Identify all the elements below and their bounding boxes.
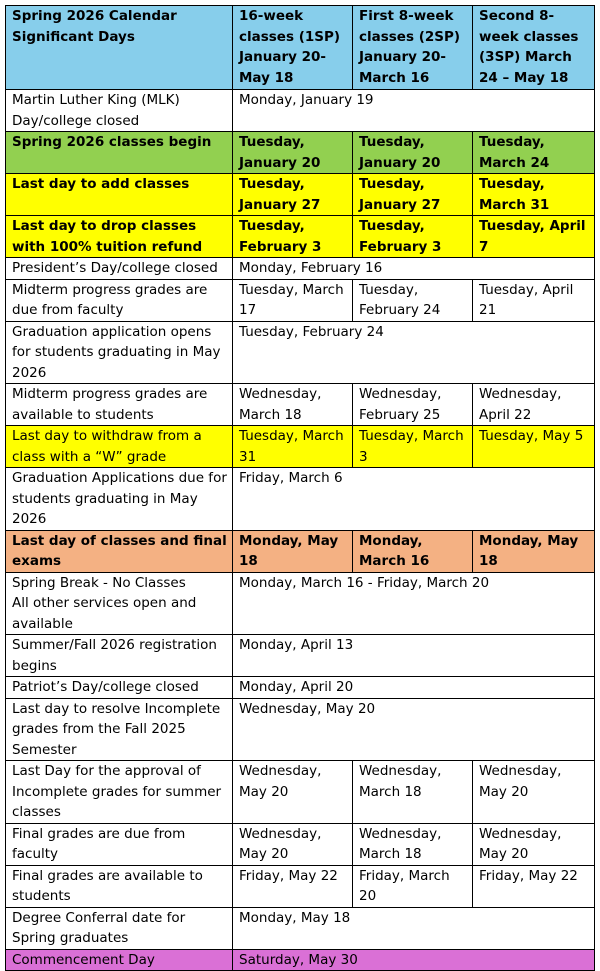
row-date-1sp: Wednesday, May 20 (233, 823, 353, 865)
table-row (6, 530, 595, 572)
row-date-2sp: Tuesday, February 24 (353, 279, 473, 321)
row-date-1sp: Tuesday, March 17 (233, 279, 353, 321)
header-second-8-week: Second 8-week classes (3SP) March 24 – May 18 (473, 6, 595, 90)
row-event: Last day to drop classes with 100% tuition refund (6, 216, 233, 258)
row-date-all: Monday, May 18 (233, 907, 595, 949)
row-date-all: Monday, February 16 (233, 258, 595, 280)
row-date-3sp: Friday, May 22 (473, 865, 595, 907)
row-date-2sp: Wednesday, February 25 (353, 384, 473, 426)
row-date-all: Monday, April 13 (233, 635, 595, 677)
row-date-1sp: Friday, May 22 (233, 865, 353, 907)
calendar-table (5, 5, 595, 971)
row-date-3sp: Monday, May 18 (473, 530, 595, 572)
row-event: Last day to add classes (6, 174, 233, 216)
row-date-1sp: Tuesday, February 3 (233, 216, 353, 258)
row-date-3sp: Tuesday, May 5 (473, 426, 595, 468)
table-row (6, 384, 595, 426)
table-row (6, 174, 595, 216)
row-date-3sp: Wednesday, May 20 (473, 823, 595, 865)
row-event: Last day to withdraw from a class with a “W” grade (6, 426, 233, 468)
row-date-3sp: Wednesday, May 20 (473, 761, 595, 824)
row-event (6, 572, 233, 635)
row-date-1sp: Wednesday, May 20 (233, 761, 353, 824)
header-row (6, 6, 595, 90)
row-date-1sp: Monday, May 18 (233, 530, 353, 572)
table-row (6, 90, 595, 132)
row-date-3sp: Tuesday, April 21 (473, 279, 595, 321)
row-date-1sp: Wednesday, March 18 (233, 384, 353, 426)
row-event: Graduation Applications due for students graduating in May 2026 (6, 468, 233, 531)
table-row (6, 677, 595, 699)
row-event: Midterm progress grades are due from faculty (6, 279, 233, 321)
row-date-2sp: Tuesday, February 3 (353, 216, 473, 258)
row-event-note: All other services open and available (12, 595, 197, 632)
table-row (6, 468, 595, 531)
row-event: Spring 2026 classes begin (6, 132, 233, 174)
row-date-1sp: Tuesday, January 27 (233, 174, 353, 216)
table-row (6, 132, 595, 174)
row-event: Martin Luther King (MLK) Day/college closed (6, 90, 233, 132)
table-row (6, 761, 595, 824)
row-event: Last day to resolve Incomplete grades from the Fall 2025 Semester (6, 698, 233, 761)
header-16-week: 16-week classes (1SP) January 20- May 18 (233, 6, 353, 90)
row-event: President’s Day/college closed (6, 258, 233, 280)
row-date-all: Monday, March 16 - Friday, March 20 (233, 572, 595, 635)
row-date-3sp: Tuesday, April 7 (473, 216, 595, 258)
row-date-all: Tuesday, February 24 (233, 321, 595, 384)
table-row (6, 258, 595, 280)
row-date-2sp: Friday, March 20 (353, 865, 473, 907)
table-row (6, 279, 595, 321)
row-date-2sp: Tuesday, January 27 (353, 174, 473, 216)
row-date-all: Monday, April 20 (233, 677, 595, 699)
table-row (6, 823, 595, 865)
table-row (6, 426, 595, 468)
table-row (6, 572, 595, 635)
row-event: Final grades are due from faculty (6, 823, 233, 865)
row-event: Graduation application opens for students graduating in May 2026 (6, 321, 233, 384)
table-row (6, 698, 595, 761)
row-date-1sp: Tuesday, March 31 (233, 426, 353, 468)
row-date-3sp: Tuesday, March 24 (473, 132, 595, 174)
table-row (6, 635, 595, 677)
row-date-1sp: Tuesday, January 20 (233, 132, 353, 174)
row-event: Midterm progress grades are available to students (6, 384, 233, 426)
header-first-8-week: First 8-week classes (2SP) January 20- March 16 (353, 6, 473, 90)
row-date-3sp: Tuesday, March 31 (473, 174, 595, 216)
row-event: Patriot’s Day/college closed (6, 677, 233, 699)
table-row (6, 216, 595, 258)
row-event-line: Spring Break - No Classes (12, 574, 186, 591)
table-row (6, 321, 595, 384)
row-date-2sp: Tuesday, March 3 (353, 426, 473, 468)
row-event: Commencement Day (6, 949, 233, 971)
header-significant-days: Spring 2026 Calendar Significant Days (6, 6, 233, 90)
row-event: Degree Conferral date for Spring graduates (6, 907, 233, 949)
row-event: Final grades are available to students (6, 865, 233, 907)
row-date-2sp: Monday, March 16 (353, 530, 473, 572)
row-event: Summer/Fall 2026 registration begins (6, 635, 233, 677)
row-date-2sp: Wednesday, March 18 (353, 823, 473, 865)
row-event: Last Day for the approval of Incomplete grades for summer classes (6, 761, 233, 824)
row-date-2sp: Tuesday, January 20 (353, 132, 473, 174)
row-date-2sp: Wednesday, March 18 (353, 761, 473, 824)
row-date-all: Friday, March 6 (233, 468, 595, 531)
table-row (6, 865, 595, 907)
row-date-3sp: Wednesday, April 22 (473, 384, 595, 426)
row-event: Last day of classes and final exams (6, 530, 233, 572)
row-date-all: Monday, January 19 (233, 90, 595, 132)
row-date-all: Saturday, May 30 (233, 949, 595, 971)
row-date-all: Wednesday, May 20 (233, 698, 595, 761)
table-row (6, 949, 595, 971)
